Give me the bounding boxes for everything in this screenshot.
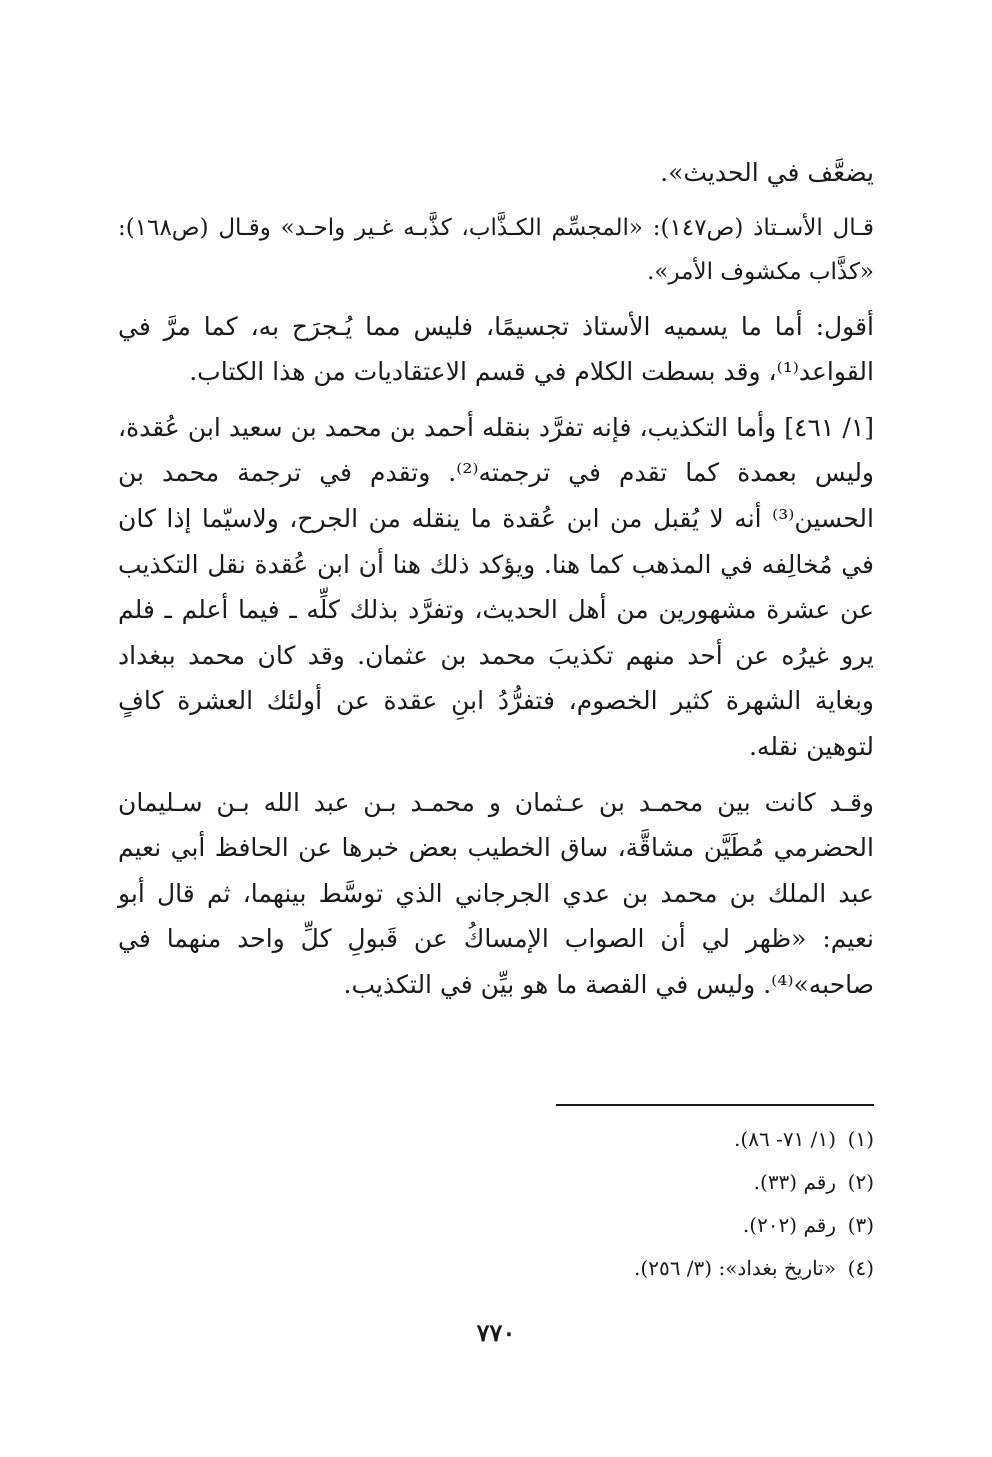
footnote-text: رقم (٢٠٢). bbox=[742, 1213, 836, 1237]
footnote-number: (٢) bbox=[847, 1170, 874, 1194]
paragraph-mushaqqa: وقـد كانت بين محمـد بن عـثمان و محمـد بـن عبد الله بـن سـليمان الحضرمي مُطَيَّن مشاقَّة، ساق الخطيب بعض خبرها عن الحافظ أبي نعيم عبد الملك بن محمد بن عدي الجرجاني الذي توسَّط بينهما، ثم قال أبو نعيم: «ظهر لي أن الصواب الإمساكُ عن قَبولِ كلِّ واحد منهما في صاحبه»⁽⁴⁾. وليس في القصة ما هو بيِّن في التكذيب. bbox=[118, 787, 874, 999]
paragraph-reply-tajsim: أقول: أما ما يسميه الأستاذ تجسيمًا، فليس مما يُـجرَح به، كما مرَّ في القواعد⁽¹⁾، وقد بسطت الكلام في قسم الاعتقاديات من هذا الكتاب. bbox=[118, 311, 874, 387]
paragraph-ustadh-quote: قـال الأسـتاذ (ص١٤٧): «المجسِّم الكـذَّاب، كذَّبـه غـير واحـد» وقـال (ص١٦٨): «كذَّاب مكشوف الأمر». bbox=[118, 214, 875, 285]
footnote-separator bbox=[556, 1104, 874, 1106]
footnote-2 bbox=[480, 1161, 874, 1204]
footnote-1 bbox=[480, 1118, 874, 1161]
footnote-text: «تاريخ بغداد»: (٣/ ٢٥٦). bbox=[634, 1256, 836, 1280]
footnote-text: (١/ ٧١- ٨٦). bbox=[734, 1127, 836, 1151]
footnotes bbox=[480, 1118, 874, 1290]
page-number: ٧٧٠ bbox=[476, 1318, 516, 1347]
footnote-number: (١) bbox=[847, 1127, 874, 1151]
paragraph-takdhib: [١/ ٤٦١] وأما التكذيب، فإنه تفرَّد بنقله أحمد بن محمد بن سعيد ابن عُقدة، وليس بعمدة كما تقدم في ترجمته⁽²⁾. وتقدم في ترجمة محمد بن الحسين⁽³⁾ أنه لا يُقبل من ابن عُقدة ما ينقله من الجرح، ولاسيّما إذا كان في مُخالِفه في المذهب كما هنا. ويؤكد ذلك هنا أن ابن عُقدة نقل التكذيب عن عشرة مشهورين من أهل الحديث، وتفرَّد بذلك كلِّه ـ فيما أعلم ـ فلم يرو غيرُه عن أحد منهم تكذيبَ محمد بن عثمان. وقد كان محمد ببغداد وبغاية الشهرة كثير الخصوم، فتفرُّدُ ابنِ عقدة عن أولئك العشرة كافٍ لتوهين نقله. bbox=[118, 412, 875, 761]
footnote-3 bbox=[480, 1204, 874, 1247]
footnote-text: رقم (٣٣). bbox=[753, 1170, 836, 1194]
paragraph-quote-end: يضعَّف في الحديث». bbox=[660, 158, 874, 187]
footnote-4 bbox=[480, 1247, 874, 1290]
main-text bbox=[118, 150, 874, 1008]
footnote-number: (٣) bbox=[847, 1213, 874, 1237]
footnote-number: (٤) bbox=[847, 1256, 874, 1280]
